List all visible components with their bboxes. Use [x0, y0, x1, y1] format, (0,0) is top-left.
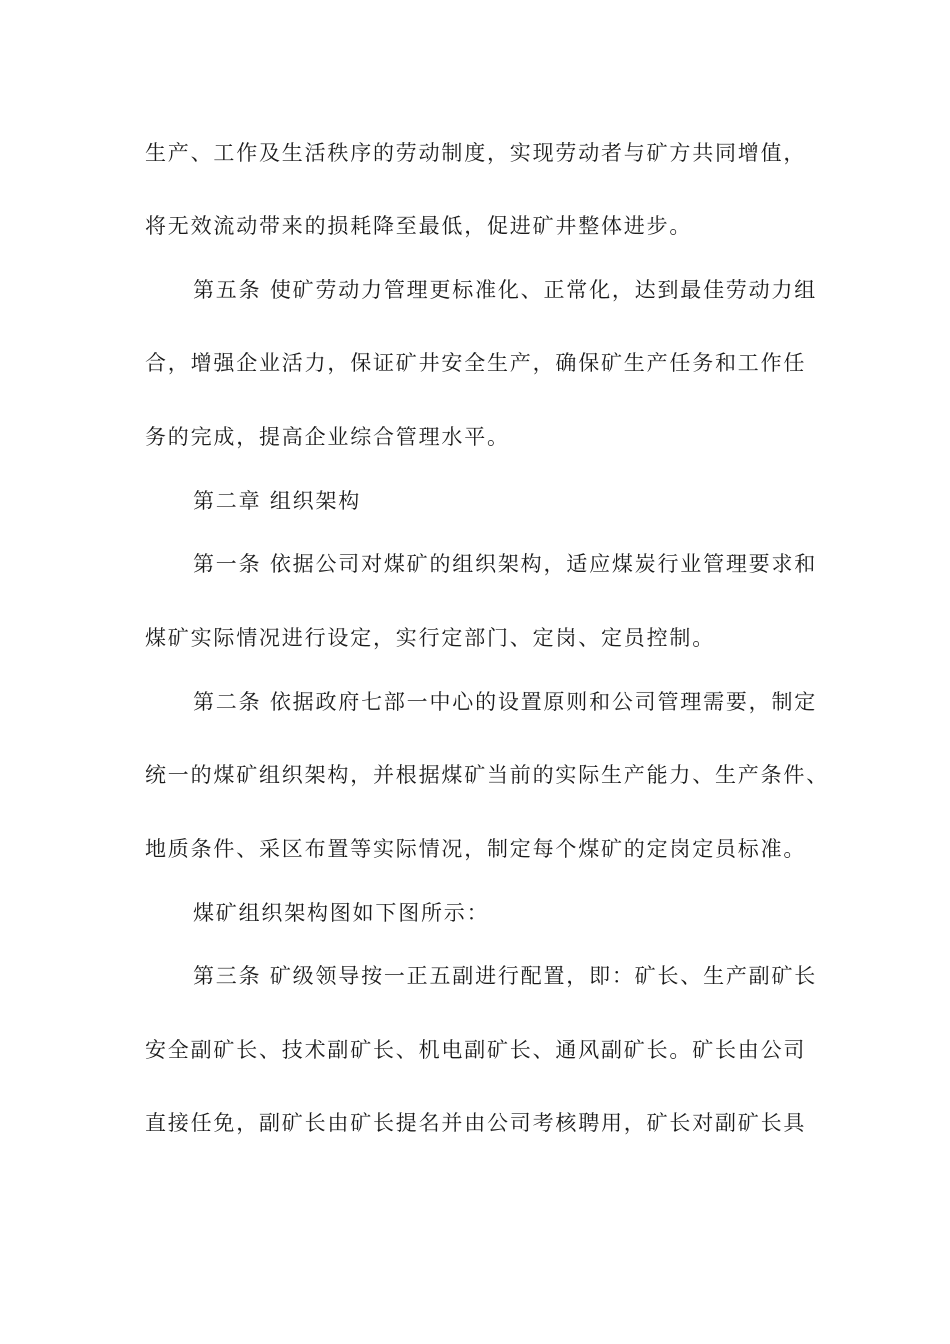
article-5-heading-line: 第五条 使矿劳动力管理更标准化、正常化，达到最佳劳动力组 — [193, 278, 818, 302]
text-line: 生产、工作及生活秩序的劳动制度，实现劳动者与矿方共同增值， — [145, 141, 807, 165]
org-chart-caption: 煤矿组织架构图如下图所示： — [193, 901, 490, 925]
text-line: 地质条件、采区布置等实际情况，制定每个煤矿的定岗定员标准。 — [145, 837, 807, 861]
chapter-2-title: 第二章 组织架构 — [193, 489, 362, 513]
text-line: 合，增强企业活力，保证矿井安全生产，确保矿生产任务和工作任 — [145, 351, 807, 375]
article-2-line: 第二条 依据政府七部一中心的设置原则和公司管理需要，制定 — [193, 690, 818, 714]
text-line: 煤矿实际情况进行设定，实行定部门、定岗、定员控制。 — [145, 626, 715, 650]
text-line: 将无效流动带来的损耗降至最低，促进矿井整体进步。 — [145, 214, 693, 238]
article-1-line: 第一条 依据公司对煤矿的组织架构，适应煤炭行业管理要求和 — [193, 552, 818, 576]
text-line: 统一的煤矿组织架构，并根据煤矿当前的实际生产能力、生产条件、 — [145, 763, 829, 787]
text-line: 务的完成，提高企业综合管理水平。 — [145, 425, 510, 449]
article-3-line: 第三条 矿级领导按一正五副进行配置，即：矿长、生产副矿长 — [193, 964, 818, 988]
text-line: 安全副矿长、技术副矿长、机电副矿长、通风副矿长。矿长由公司 — [145, 1038, 807, 1062]
text-line: 直接任免，副矿长由矿长提名并由公司考核聘用，矿长对副矿长具 — [145, 1111, 807, 1135]
